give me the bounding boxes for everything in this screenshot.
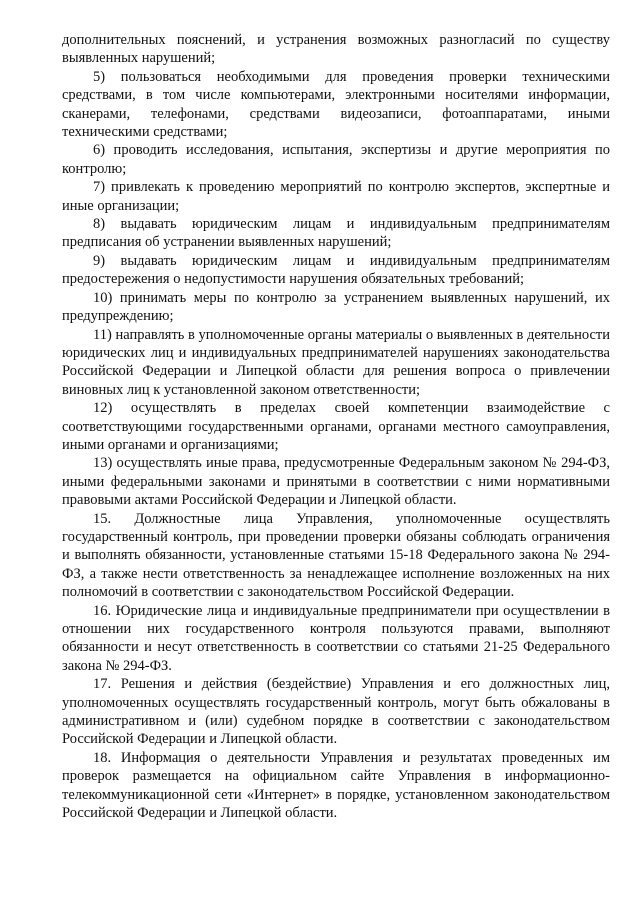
paragraph-section-15: 15. Должностные лица Управления, уполномоченные осуществлять государственный контроль, при проведении проверки обязаны соблюдать ограничения и выполнять обязанности, установленные статьями 15-18 Федерального закона № 294-ФЗ, а также нести ответственность за ненадлежащее исполнение возложенных на них полномочий в соответствии с законодательством Российской Федерации.	[62, 510, 610, 601]
paragraph-item-7: 7) привлекать к проведению мероприятий по контролю экспертов, экспертные и иные организации;	[62, 179, 610, 214]
paragraph-item-6: 6) проводить исследования, испытания, экспертизы и другие мероприятия по контролю;	[62, 142, 610, 177]
paragraph-section-17: 17. Решения и действия (бездействие) Управления и его должностных лиц, уполномоченных осуществлять государственный контроль, могут быть обжалованы в административном и (или) судебном порядке в соответствии с законодательством Российской Федерации и Липецкой области.	[62, 676, 610, 748]
document-page	[62, 31, 610, 822]
paragraph-item-13: 13) осуществлять иные права, предусмотренные Федеральным законом № 294-ФЗ, иными федеральными законами и принятыми в соответствии с ними нормативными правовыми актами Российской Федерации и Липецкой области.	[62, 455, 610, 509]
paragraph-continuation: дополнительных пояснений, и устранения возможных разногласий по существу выявленных нарушений;	[62, 32, 610, 67]
paragraph-item-5: 5) пользоваться необходимыми для проведения проверки техническими средствами, в том числе компьютерами, электронными носителями информации, сканерами, телефонами, средствами видеозаписи, фотоаппаратами, иными техническими средствами;	[62, 68, 610, 141]
paragraph-item-8: 8) выдавать юридическим лицам и индивидуальным предпринимателям предписания об устранении выявленных нарушений;	[62, 216, 610, 251]
paragraph-item-11: 11) направлять в уполномоченные органы материалы о выявленных в деятельности юридических лиц и индивидуальных предпринимателей нарушениях законодательства Российской Федерации и Липецкой области для решения вопроса о привлечении виновных лиц к установленной законом ответственности;	[62, 326, 610, 398]
paragraph-section-16: 16. Юридические лица и индивидуальные предприниматели при осуществлении в отношении них государственного контроля пользуются правами, выполняют обязанности и несут ответственность в соответствии со статьями 21-25 Федерального закона № 294-ФЗ.	[62, 602, 610, 674]
paragraph-section-18: 18. Информация о деятельности Управления и результатах проведенных им проверок размещается на официальном сайте Управления в информационно-телекоммуникационной сети «Интернет» в порядке, установленном законодательством Российской Федерации и Липецкой области.	[62, 749, 610, 822]
paragraph-item-9: 9) выдавать юридическим лицам и индивидуальным предпринимателям предостережения о недопустимости нарушения обязательных требований;	[62, 252, 610, 288]
paragraph-item-12: 12) осуществлять в пределах своей компетенции взаимодействие с соответствующими государственными органами, органами местного самоуправления, иными органами и организациями;	[62, 400, 610, 453]
paragraph-item-10: 10) принимать меры по контролю за устранением выявленных нарушений, их предупреждению;	[62, 289, 610, 325]
